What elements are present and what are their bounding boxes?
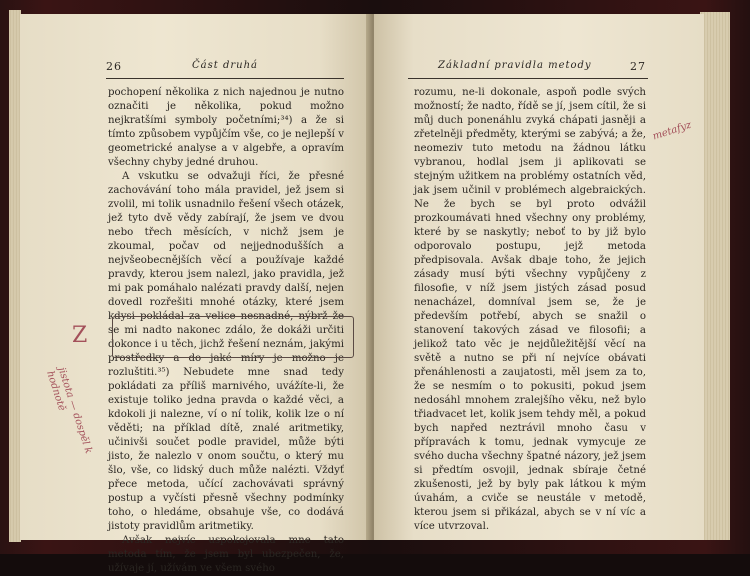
right-paragraph: rozumu, ne-li dokonale, aspoň podle svých možností; že nadto, řídě se jí, jsem cítil, že si můj duch ponenáhlu zvyká chápati jasněji a zřetelněji předměty, kterými se zabývá; a že, neomeziv tuto metodu na žádnou látku vybranou, hodlal jsem ji aplikovati se stejným užitkem na problémy ostatních věd, jak jsem učinil v problémech algebraických. Ne že bych se byl proto odvážil prozkoumávati hned všechny ony problémy, které by se naskytly; neboť to by již bylo odporovalo postupu, jejž metoda předpisovala. Avšak dbaje toho, že jejich zásady musí býti všechny vypůjčeny z filosofie, v níž jsem jistých zásad posud nenacházel, domníval jsem se, že je především potřebí, abych se snažil o stanovení takových zásad ve filosofii; a jelikož tato věc je nejdůležitější věcí na světě a nutno se při ní nejvíce obávati přenáhlenosti a zaujatosti, měl jsem za to, že se nesmím o to pokusiti, pokud jsem nedosáhl mnohem zralejšího věku, než bylo třiadvacet let, kolik jsem tehdy měl, a pokud bych napřed neztrávil mnoho času v přípravách k tomu, jednak vymycuje ze svého ducha všechny špatné názory, jež jsem si předtím osvojil, jednak sbíraje četné zkušenosti, jež by byly pak látkou k mým úvahám, a cviče se neustále v metodě, kterou jsem si přikázal, abych se v ní víc a více utvrzoval. — [414, 87, 646, 532]
left-header-rule — [106, 78, 344, 79]
left-paragraph: Avšak nejvíc uspokojovala mne tato metoda tím, že jsem byl ubezpečen, že, užívaje jí, užívám ve všem svého — [108, 535, 344, 574]
right-page-header — [408, 60, 646, 76]
left-page-body — [108, 86, 344, 576]
left-page-number: 26 — [106, 60, 122, 73]
right-page-running-title: Základní pravidla metody — [438, 60, 592, 71]
left-page — [20, 14, 372, 574]
right-header-rule — [408, 78, 648, 79]
right-page — [374, 14, 704, 540]
page-edges-right — [700, 12, 730, 540]
margin-note-letter: Z — [72, 323, 88, 348]
left-page-running-title: Část druhá — [192, 60, 258, 71]
right-page-body — [414, 86, 646, 534]
margin-note-left: jistota — dospěl k hodnotě — [44, 366, 94, 456]
left-paragraph: pochopení několika z nich najednou je nutno označiti je několika, pokud možno nejkratšími symboly početními;³⁴) a že si tímto způsobem vypůjčím vše, co je nejlepší v geometrické analyse a v algebře, a opravím všechny chyby jedné druhou. — [108, 87, 344, 168]
right-page-number: 27 — [630, 60, 646, 73]
margin-note-right: metafyz — [651, 119, 693, 143]
left-page-header — [106, 60, 342, 76]
left-paragraph: A vskutku se odvažuji říci, že přesné zachovávání toho mála pravidel, jež jsem si zvolil, mi tolik usnadnilo řešení všech otázek, jež tyto dvě vědy zabírají, že jsem ve dvou nebo třech měsících, v nichž jsem je zkoumal, počav od nejjednodušších a nejvšeobecnějších věcí a používaje každé pravdy, kterou jsem nalezl, jako pravidla, jež mi pak pomáhalo nalézati pravdy další, nejen dovedl rozřešiti mnohé otázky, které jsem kdysi pokládal za velice nesnadné, nýbrž že se mi nadto nakonec zdálo, že dokáži určiti dokonce i u těch, jichž řešení neznám, jakými prostředky a do jaké míry je možno je rozluštiti.³⁵) Nebudete mne snad tedy pokládati za příliš marnivého, uvážíte-li, že existuje toliko jedna pravda o každé věci, a kdokoli ji nalezne, ví o ní tolik, kolik lze o ní věděti; na příklad dítě, znalé aritmetiky, učinivši součet podle pravidel, může býti jisto, že nalezlo v onom součtu, o který mu šlo, vše, co lidský duch může nalézti. Vždyť přece metoda, učící zachovávati správný postup a vyčísti přesně všechny podmínky toho, o hledáme, obsahuje vše, co dodává jistoty pravidlům aritmetiky. — [108, 171, 344, 532]
